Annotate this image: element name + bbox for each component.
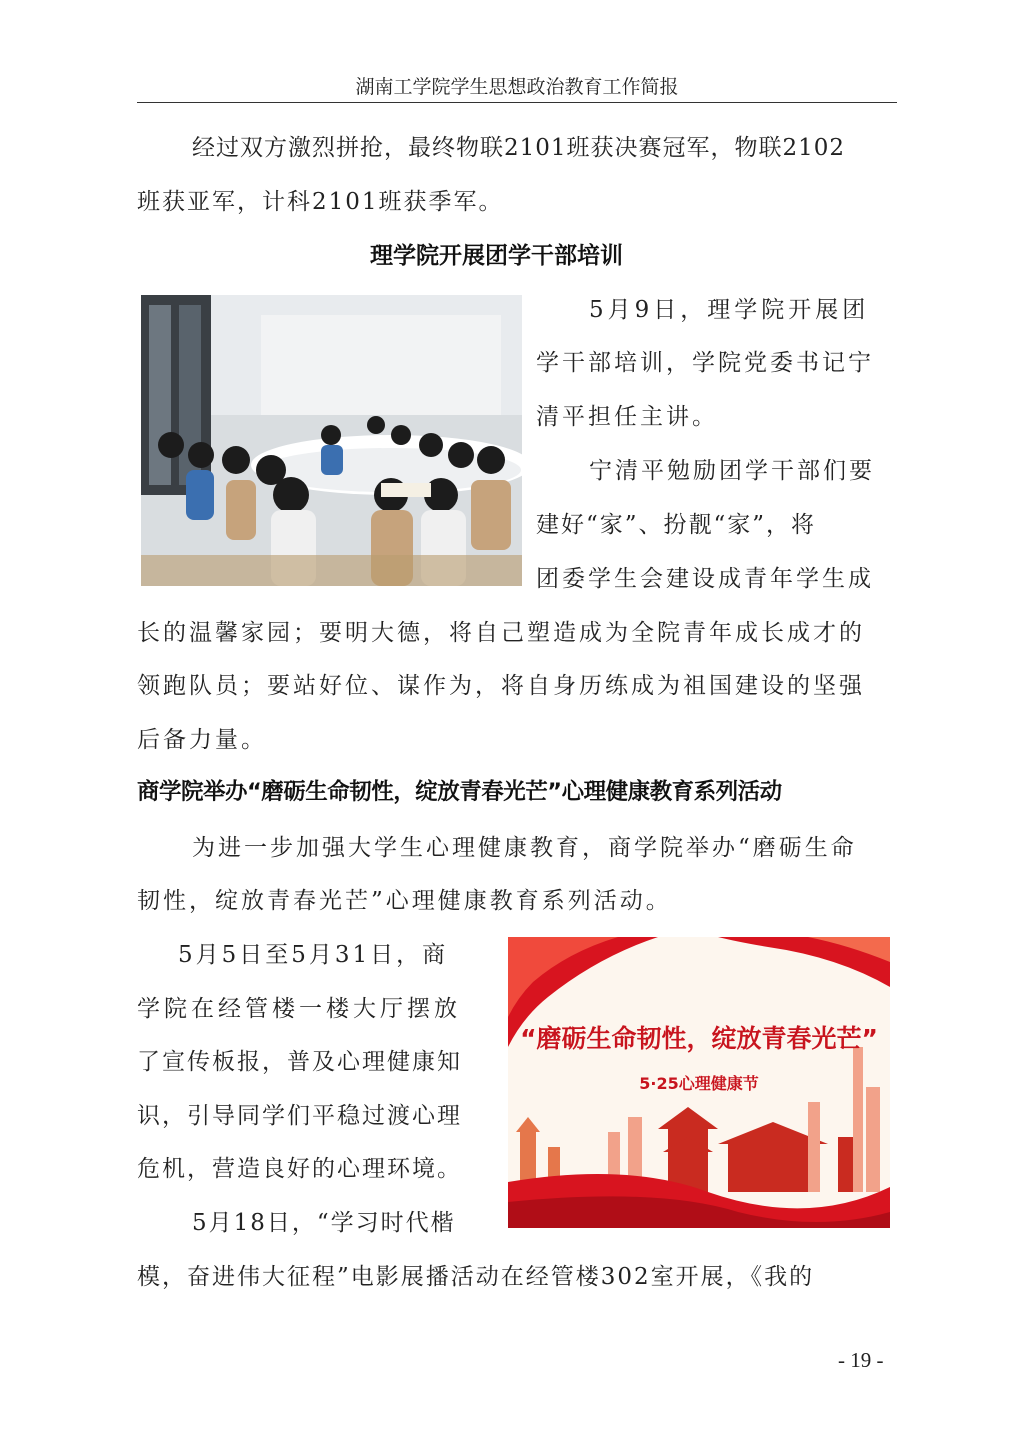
poster-title: “磨砺生命韧性，绽放青春光芒” [520, 1024, 878, 1053]
paragraph-line: 领跑队员；要站好位、谋作为，将自身历练成为祖国建设的坚强 [137, 673, 865, 699]
paragraph-line: 5月9日，理学院开展团 [589, 297, 870, 323]
paragraph-line: 团委学生会建设成青年学生成 [536, 566, 874, 592]
paragraph-line: 模，奋进伟大征程”电影展播活动在经管楼302室开展，《我的 [137, 1264, 815, 1290]
paragraph-line: 5月5日至5月31日，商 [178, 942, 449, 968]
paragraph-line: 学干部培训，学院党委书记宁 [536, 350, 874, 376]
paragraph-line: 建好“家”、扮靓“家”，将 [536, 512, 817, 538]
paragraph-line: 班获亚军，计科2101班获季军。 [137, 189, 504, 215]
report-header: 湖南工学院学生思想政治教育工作简报 [137, 72, 897, 103]
poster-subtitle: 5·25心理健康节 [639, 1074, 759, 1093]
paragraph-line: 了宣传板报，普及心理健康知 [137, 1049, 462, 1075]
section-heading: 商学院举办“磨砺生命韧性，绽放青春光芒”心理健康教育系列活动 [137, 779, 782, 805]
paragraph-line: 识，引导同学们平稳过渡心理 [137, 1103, 462, 1129]
training-photo [141, 295, 522, 586]
paragraph-line: 韧性，绽放青春光芒”心理健康教育系列活动。 [137, 888, 672, 914]
mental-health-poster [508, 937, 890, 1228]
paragraph-line: 5月18日，“学习时代楷 [192, 1210, 456, 1236]
paragraph-line: 长的温馨家园；要明大德，将自己塑造成为全院青年成长成才的 [137, 620, 865, 646]
paragraph-line: 危机，营造良好的心理环境。 [137, 1156, 462, 1182]
paragraph-line: 清平担任主讲。 [536, 404, 718, 430]
paragraph-line: 经过双方激烈拼抢，最终物联2101班获决赛冠军，物联2102 [192, 135, 846, 161]
meeting-room-image [141, 295, 522, 586]
paragraph-line: 为进一步加强大学生心理健康教育，商学院举办“磨砺生命 [192, 835, 857, 861]
section-heading: 理学院开展团学干部培训 [370, 243, 623, 269]
paragraph-line: 宁清平勉励团学干部们要 [589, 458, 875, 484]
paragraph-line: 学院在经管楼一楼大厅摆放 [137, 996, 461, 1022]
page-number: - 19 - [838, 1348, 884, 1372]
paragraph-line: 后备力量。 [137, 727, 267, 753]
